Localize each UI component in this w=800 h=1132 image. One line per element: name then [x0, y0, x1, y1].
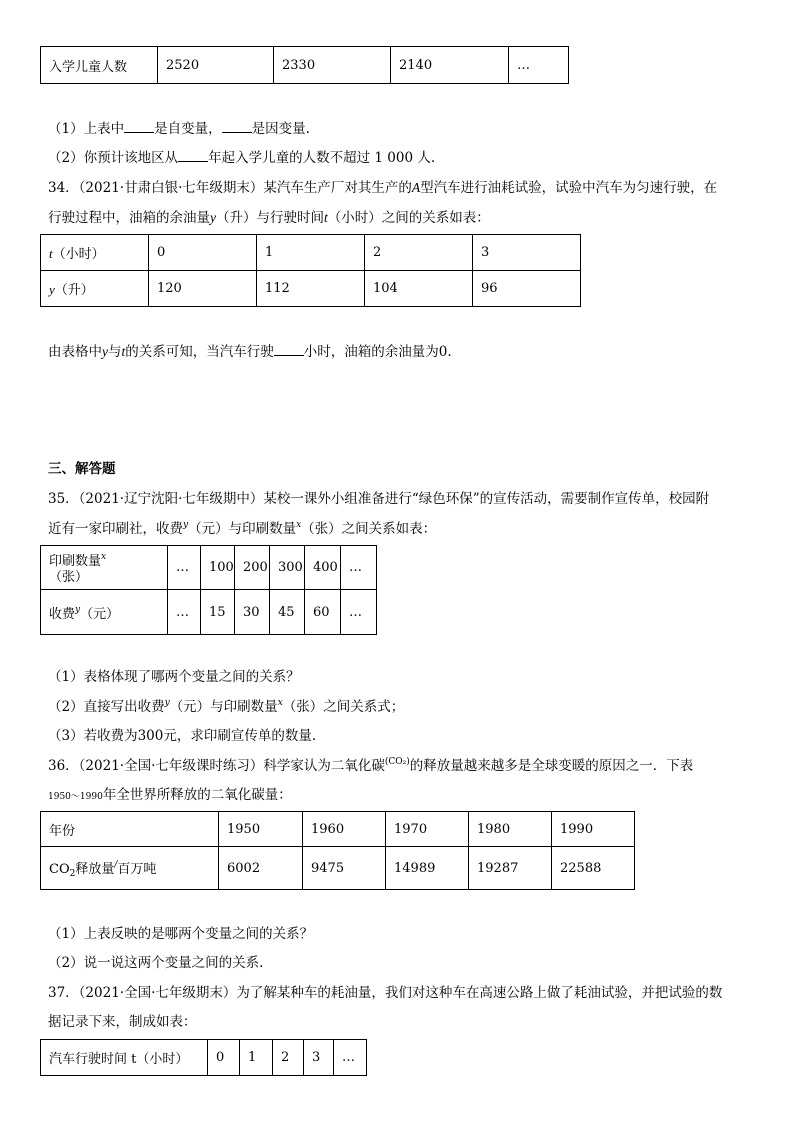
table-cell: 112 — [257, 271, 365, 307]
table-cell: 2 — [365, 235, 473, 271]
q33-sub1: （1）上表中 是自变量， 是因变量. — [48, 121, 310, 137]
q36-sub2: （2）说一说这两个变量之间的关系. — [48, 955, 264, 971]
q36-row-label-year: 年份 — [41, 812, 219, 847]
q37-row-label: 汽车行驶时间 t（小时） — [41, 1040, 208, 1076]
table-cell: … — [341, 546, 377, 590]
table-cell: 9475 — [303, 847, 386, 890]
table-row — [41, 47, 569, 84]
q37-stem-line2: 据记录下来，制成如表： — [48, 1014, 197, 1030]
table-cell: 1980 — [469, 812, 552, 847]
table-cell: 1 — [240, 1040, 273, 1076]
q35-row-label-quantity: 印刷数量$^x$ （张） — [41, 546, 168, 590]
q36-sub1: （1）上表反映的是哪两个变量之间的关系？ — [48, 926, 314, 942]
q35-table — [40, 545, 377, 635]
q36-table — [40, 811, 635, 890]
table-cell: … — [341, 590, 377, 635]
q34-conclusion: 由表格中y与t的关系可知，当汽车行驶 小时，油箱的余油量为0. — [48, 344, 452, 360]
q34-stem-line2: 行驶过程中，油箱的余油量y（升）与行驶时间t（小时）之间的关系如表： — [48, 210, 490, 226]
table-cell: 1 — [257, 235, 365, 271]
answer-blank — [274, 343, 304, 356]
table-cell: 14989 — [386, 847, 469, 890]
table-cell: 300 — [270, 546, 305, 590]
table-cell: … — [334, 1040, 367, 1076]
q37-table — [40, 1039, 367, 1076]
table-cell: … — [168, 590, 201, 635]
q34-row-label-t: t（小时） — [41, 235, 149, 271]
q33-sub2: （2）你预计该地区从 年起入学儿童的人数不超过 1 000 人. — [48, 150, 436, 166]
table-row — [41, 235, 581, 271]
table-cell: 100 — [201, 546, 235, 590]
table-cell: 30 — [235, 590, 270, 635]
answer-blank — [124, 120, 154, 133]
q35-sub1: （1）表格体现了哪两个变量之间的关系？ — [48, 669, 300, 685]
table-cell: 3 — [473, 235, 581, 271]
answer-blank — [178, 149, 208, 162]
q37-stem-line1: 37．（2021·全国·七年级期末）为了解某种车的耗油量，我们对这种车在高速公路上做了耗油试验，并把试验的数 — [48, 985, 723, 1001]
table-row — [41, 546, 377, 590]
q34-table — [40, 234, 581, 307]
q33-table — [40, 46, 569, 84]
table-cell: 45 — [270, 590, 305, 635]
table-cell: 1950 — [219, 812, 303, 847]
q34-row-label-y: y（升） — [41, 271, 149, 307]
table-cell: 0 — [149, 235, 257, 271]
table-cell: 60 — [305, 590, 341, 635]
table-cell: 19287 — [469, 847, 552, 890]
table-cell: 200 — [235, 546, 270, 590]
q35-sub3: （3）若收费为300元，求印刷宣传单的数量. — [48, 728, 317, 744]
table-cell: 1990 — [552, 812, 635, 847]
table-row — [41, 590, 377, 635]
q36-stem-line2: 1950～1990年全世界所释放的二氧化碳量： — [48, 787, 292, 803]
table-row — [41, 812, 635, 847]
table-cell: … — [168, 546, 201, 590]
q34-stem-line1: 34．（2021·甘肃白银·七年级期末）某汽车生产厂对其生产的A型汽车进行油耗试验，试验中汽车为匀速行驶，在 — [48, 180, 718, 196]
table-cell: 22588 — [552, 847, 635, 890]
table-cell: 104 — [365, 271, 473, 307]
table-cell: 6002 — [219, 847, 303, 890]
table-cell: 96 — [473, 271, 581, 307]
q35-row-label-fee: 收费$^y$（元） — [41, 590, 168, 635]
q35-stem-line1: 35．（2021·辽宁沈阳·七年级期中）某校一课外小组准备进行“绿色环保”的宣传活动，需要制作宣传单，校园附 — [48, 491, 710, 507]
table-cell: 1970 — [386, 812, 469, 847]
table-cell: 2140 — [391, 47, 509, 84]
table-cell: 2 — [273, 1040, 304, 1076]
q35-stem-line2: 近有一家印刷社，收费$^y$（元）与印刷数量$^x$（张）之间关系如表： — [48, 520, 437, 537]
q36-stem-line1: 36．（2021·全国·七年级课时练习）科学家认为二氧化碳$^{(CO_2)}$的释放量越来越多是全球变暖的原因之一．下表 — [48, 757, 694, 774]
answer-blank — [222, 120, 252, 133]
table-cell: 2330 — [274, 47, 391, 84]
table-cell: 0 — [208, 1040, 240, 1076]
q33-row-label: 入学儿童人数 — [41, 47, 158, 84]
table-row — [41, 847, 635, 890]
table-cell: 2520 — [158, 47, 274, 84]
table-row — [41, 1040, 367, 1076]
table-cell: 15 — [201, 590, 235, 635]
table-cell: 3 — [304, 1040, 334, 1076]
q35-sub2: （2）直接写出收费$^y$（元）与印刷数量$^x$（张）之间关系式； — [48, 698, 405, 715]
section-title: 三、解答题 — [48, 461, 116, 477]
table-cell: 120 — [149, 271, 257, 307]
table-cell: 400 — [305, 546, 341, 590]
q36-row-label-co2: $CO_2$释放量/百万吨 — [41, 847, 219, 890]
table-cell: … — [509, 47, 569, 84]
table-cell: 1960 — [303, 812, 386, 847]
table-row — [41, 271, 581, 307]
